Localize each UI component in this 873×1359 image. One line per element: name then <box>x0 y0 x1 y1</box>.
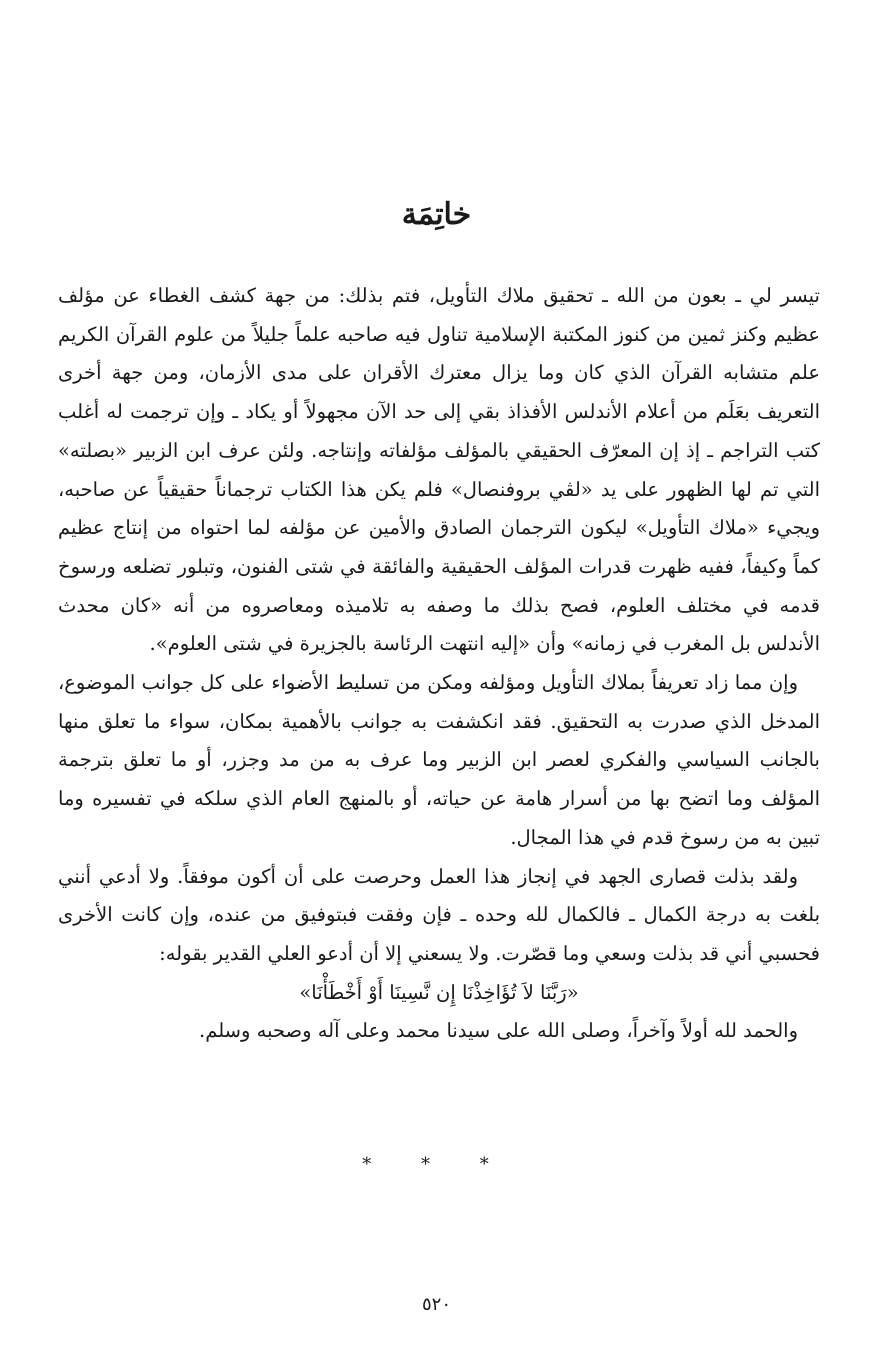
quran-verse: «رَبَّنَا لاَ تُؤَاخِذْنَا إِن نَّسِينَا أَوْ أَخْطَأْنَا» <box>299 980 579 1004</box>
page-title: خاتِمَة <box>401 197 472 232</box>
paragraph-2: وإن مما زاد تعريفاً بملاك التأويل ومؤلفه ومكن من تسليط الأضواء على كل جوانب الموضوع، المدخل الذي صدرت به التحقيق. فقد انكشفت به جوانب بالأهمية بمكان، سواء ما تعلق منها بالجانب السياسي والفكري لعصر ابن الزبير وما عرف به من مد وجزر، أو ما تعلق بترجمة المؤلف وما اتضح بها من أسرار هامة عن حياته، أو بالمنهج العام الذي سلكه في تفسيره وما تبين به من رسوخ قدم في هذا المجال. <box>58 671 820 849</box>
page-number: ٥٢٠ <box>421 1294 451 1315</box>
paragraph-1: تيسر لي ـ بعون من الله ـ تحقيق ملاك التأويل، فتم بذلك: من جهة كشف الغطاء عن مؤلف عظيم وكنز ثمين من كنوز المكتبة الإسلامية تناول فيه صاحبه علماً جليلاً من علوم القرآن الكريم علم متشابه القرآن الذي كان وما يزال معترك الأقران على مدى الأزمان، ومن جهة أخرى التعريف بعَلَم من أعلام الأندلس الأفذاذ بقي إلى حد الآن مجهولاً أو يكاد ـ وإن ترجمت له أغلب كتب التراجم ـ إذ إن المعرّف الحقيقي بالمؤلف مؤلفاته وإنتاجه. ولئن عرف ابن الزبير «بصلته» التي تم لها الظهور على يد «لڤي بروفنصال» فلم يكن هذا الكتاب ترجماناً حقيقياً عن صاحبه، ويجيء «ملاك التأويل» ليكون الترجمان الصادق والأمين عن مؤلفه لما احتواه من إنتاج عظيم كماً وكيفاً، ففيه ظهرت قدرات المؤلف الحقيقية والفائقة في شتى الفنون، وتبلور تضلعه ورسوخ قدمه في مختلف العلوم، فصح بذلك ما وصفه به تلاميذه ومعاصروه من أنه «كان محدث الأندلس بل المغرب في زمانه» وأن «إليه انتهت الرئاسة بالجزيرة في شتى العلوم». <box>58 284 820 656</box>
section-separator: * * * <box>362 1154 511 1175</box>
paragraph-3: ولقد بذلت قصارى الجهد في إنجاز هذا العمل وحرصت على أن أكون موفقاً. ولا أدعي أنني بلغت به درجة الكمال ـ فالكمال لله وحده ـ فإن وفقت فبتوفيق من عنده، وإن كانت الأخرى فحسبي أني قد بذلت وسعي وما قصّرت. ولا يسعني إلا أن أدعو العلي القدير بقوله: <box>58 864 820 965</box>
closing-paragraph: والحمد لله أولاً وآخراً، وصلى الله على سيدنا محمد وعلى آله وصحبه وسلم. <box>199 1019 798 1043</box>
body-text <box>58 277 820 1051</box>
